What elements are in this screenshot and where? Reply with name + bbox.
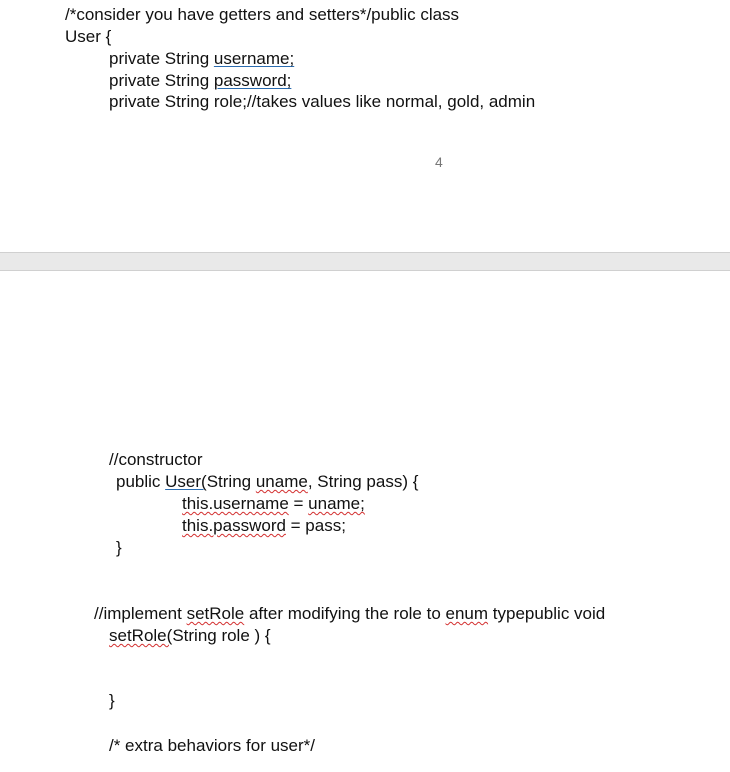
code-text: = pass; — [285, 516, 346, 535]
code-line — [109, 735, 315, 757]
misspelled-word[interactable]: enum — [445, 604, 489, 623]
misspelled-word[interactable]: uname — [255, 472, 308, 491]
code-line — [116, 471, 418, 493]
misspelled-word[interactable]: this.password — [182, 516, 286, 535]
code-line — [109, 625, 271, 647]
misspelled-word[interactable]: setRole( — [109, 626, 173, 645]
code-text: } — [109, 691, 115, 710]
code-text: after modifying the role to — [244, 604, 446, 623]
code-line — [109, 449, 203, 471]
flagged-word[interactable]: password; — [213, 71, 292, 90]
code-line — [109, 690, 115, 712]
flagged-word[interactable]: User( — [165, 472, 207, 491]
code-line — [109, 48, 294, 70]
code-line — [94, 603, 605, 625]
misspelled-word[interactable]: this.username — [182, 494, 289, 513]
code-text: /* extra behaviors for user*/ — [109, 736, 315, 755]
code-line — [182, 515, 346, 537]
code-text: private String — [109, 71, 214, 90]
code-text: //constructor — [109, 450, 203, 469]
code-text: typepublic void — [488, 604, 606, 623]
code-line — [182, 493, 365, 515]
code-text: = — [288, 494, 309, 513]
code-text: //implement — [94, 604, 187, 623]
code-line — [116, 537, 122, 559]
code-text: private String — [109, 49, 214, 68]
misspelled-word[interactable]: uname; — [308, 494, 365, 513]
misspelled-word[interactable]: setRole — [186, 604, 245, 623]
code-text: String role ) { — [172, 626, 271, 645]
code-text: public — [116, 472, 166, 491]
page-number: 4 — [435, 154, 443, 170]
code-text: /*consider you have getters and setters*/public class — [65, 5, 460, 24]
code-text: private String role;//takes values like normal, gold, admin — [109, 92, 536, 111]
code-line — [109, 91, 535, 113]
code-text: , String pass) { — [307, 472, 419, 491]
code-line — [65, 4, 459, 26]
page-break — [0, 252, 730, 271]
flagged-word[interactable]: username; — [213, 49, 295, 68]
code-line — [109, 70, 291, 92]
code-text: User { — [65, 27, 112, 46]
code-text: } — [116, 538, 122, 557]
code-line — [65, 26, 111, 48]
code-text: String — [206, 472, 256, 491]
